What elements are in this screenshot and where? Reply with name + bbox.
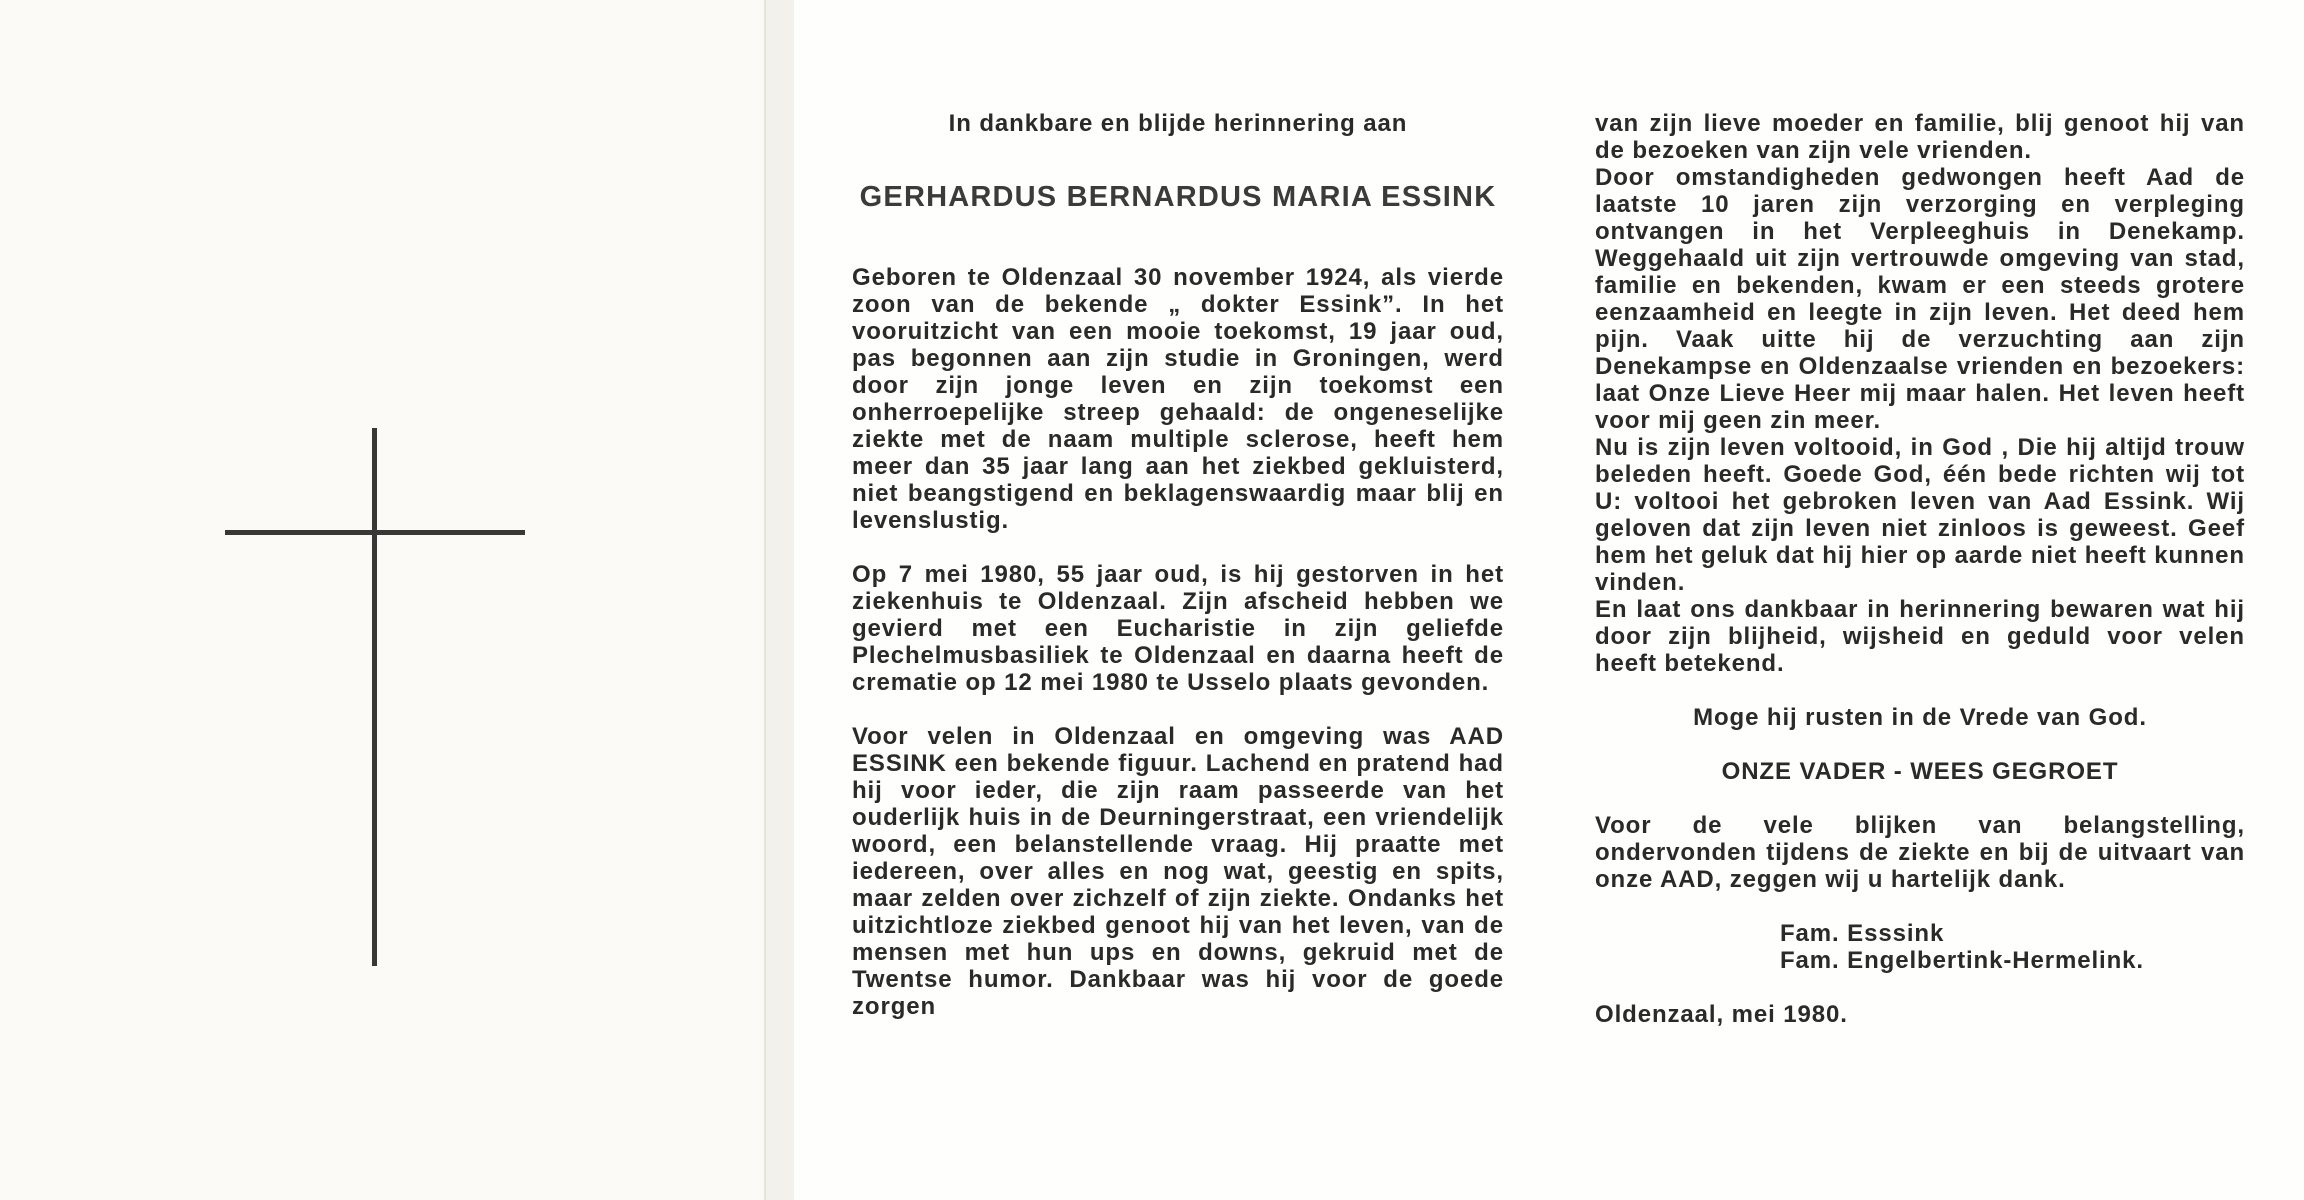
- character-paragraph: Voor velen in Oldenzaal en omgeving was AAD ESSINK een bekende figuur. Lachend en pratend had hij voor ieder, die zijn raam passeerde van het ouderlijk huis in de Deurningerstraat, een vriendelijk woord, een belanstellende vraag. Hij praatte met iedereen, over alles en nog wat, geestig en spits, maar zelden over zichzelf of zijn ziekte. Ondanks het uitzichtloze ziekbed genoot hij van het leven, van de mensen met hun ups en downs, gekruid met de Twentse humor. Dankbaar was hij voor de goede zorgen: [852, 723, 1504, 1020]
- prayers-line: ONZE VADER - WEES GEGROET: [1721, 758, 2119, 785]
- remembrance-paragraph: En laat ons dankbaar in herinnering bewaren wat hij door zijn blijheid, wijsheid en geduld voor velen heeft betekend.: [1595, 596, 2245, 677]
- care-paragraph: Door omstandigheden gedwongen heeft Aad de laatste 10 jaren zijn verzorging en verpleging ontvangen in het Verpleeghuis in Denekamp. Weggehaald uit zijn vertrouwde omgeving van stad, familie en bekenden, kwam er een steeds grotere eenzaamheid en leegte in zijn leven. Het deed hem pijn. Vaak uitte hij de verzuchting aan zijn Denekampse en Oldenzaalse vrienden en bezoekers: laat Onze Lieve Heer mij maar halen. Het leven heeft voor mij geen zin meer.: [1595, 164, 2245, 434]
- rest-in-peace-line: Moge hij rusten in de Vrede van God.: [1693, 704, 2147, 731]
- signature-family-essink: Fam. Esssink: [1780, 920, 1945, 947]
- cross-icon-crossbar: [225, 530, 525, 535]
- deceased-name: GERHARDUS BERNARDUS MARIA ESSINK: [859, 181, 1497, 213]
- family-paragraph: van zijn lieve moeder en familie, blij genoot hij van de bezoeken van zijn vele vrienden.: [1595, 110, 2245, 164]
- cross-icon: [372, 428, 377, 966]
- death-paragraph: Op 7 mei 1980, 55 jaar oud, is hij gestorven in het ziekenhuis te Oldenzaal. Zijn afscheid hebben we gevierd met een Eucharistie in zijn geliefde Plechelmusbasiliek te Oldenzaal en daarna heeft de crematie op 12 mei 1980 te Usselo plaats gevonden.: [852, 561, 1504, 696]
- card-fold: [766, 0, 794, 1200]
- place-date: Oldenzaal, mei 1980.: [1595, 1001, 1848, 1028]
- thanks-paragraph: Voor de vele blijken van belangstelling, ondervonden tijdens de ziekte en bij de uitvaart van onze AAD, zeggen wij u hartelijk dank.: [1595, 812, 2245, 893]
- signature-family-engelbertink: Fam. Engelbertink-Hermelink.: [1780, 947, 2144, 974]
- left-text-column: [852, 110, 1504, 1020]
- prayer-paragraph: Nu is zijn leven voltooid, in God , Die hij altijd trouw beleden heeft. Goede God, één bede richten wij tot U: voltooi het gebroken leven van Aad Essink. Wij geloven dat zijn leven niet zinloos is geweest. Geef hem het geluk dat hij hier op aarde niet heeft kunnen vinden.: [1595, 434, 2245, 596]
- birth-paragraph: Geboren te Oldenzaal 30 november 1924, als vierde zoon van de bekende „ dokter Essink”. In het vooruitzicht van een mooie toekomst, 19 jaar oud, pas begonnen aan zijn studie in Groningen, werd door zijn jonge leven en zijn toekomst een onherroepelijke streep gehaald: de ongeneselijke ziekte met de naam multiple sclerose, heeft hem meer dan 35 jaar lang aan het ziekbed gekluisterd, niet beangstigend en beklagenswaardig maar blij en levenslustig.: [852, 264, 1504, 534]
- right-text-column: [1595, 110, 2245, 1028]
- card-front-panel: [0, 0, 766, 1200]
- intro-line: In dankbare en blijde herinnering aan: [948, 110, 1408, 137]
